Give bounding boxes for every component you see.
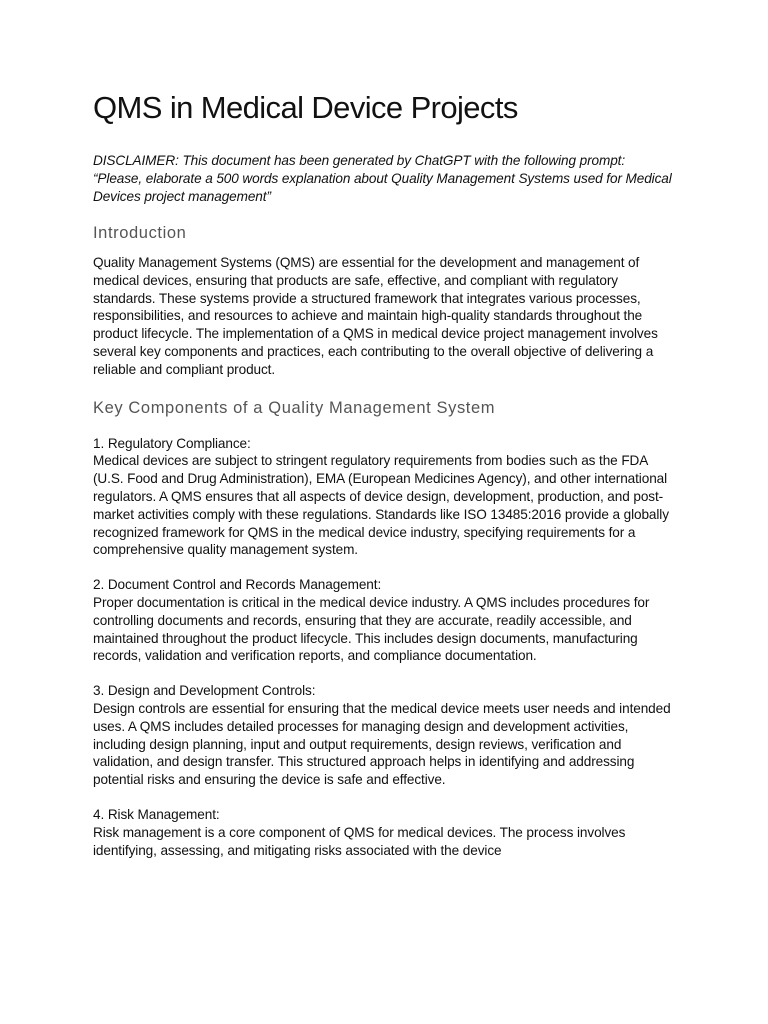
section-body: Design controls are essential for ensuring that the medical device meets user needs and intended uses. A QMS includes detailed processes for managing design and development activities, including design planning, input and output requirements, design reviews, verification and validation, and design transfer. This structured approach helps in identifying and addressing potential risks and ensuring the device is safe and effective. <box>93 700 671 788</box>
section-heading: 4. Risk Management: <box>93 806 220 822</box>
section-risk-management <box>93 806 673 859</box>
disclaimer-text: DISCLAIMER: This document has been generated by ChatGPT with the following prompt: “Please, elaborate a 500 words explanation about Quality Management Systems used for Medical Devices project management” <box>93 153 672 204</box>
section-heading: 2. Document Control and Records Management: <box>93 577 382 593</box>
section-document-control <box>93 576 673 665</box>
section-body: Risk management is a core component of QMS for medical devices. The process involves identifying, assessing, and mitigating risks associated with the device <box>93 824 626 858</box>
page-title: QMS in Medical Device Projects <box>93 90 518 125</box>
section-heading: 1. Regulatory Compliance: <box>93 435 251 451</box>
section-design-controls <box>93 682 673 789</box>
section-body: Proper documentation is critical in the medical device industry. A QMS includes procedures for controlling documents and records, ensuring that they are accurate, readily accessible, and maintained throughout the product lifecycle. This includes design documents, manufacturing records, validation and verification reports, and compliance documentation. <box>93 594 650 664</box>
key-components-heading: Key Components of a Quality Management System <box>93 398 496 417</box>
section-body: Medical devices are subject to stringent regulatory requirements from bodies such as the FDA (U.S. Food and Drug Administration), EMA (European Medicines Agency), and other international regulators. A QMS ensures that all aspects of device design, development, production, and post-market activities comply with these regulations. Standards like ISO 13485:2016 provide a globally recognized framework for QMS in the medical device industry, specifying requirements for a comprehensive quality management system. <box>93 453 669 558</box>
section-heading: 3. Design and Development Controls: <box>93 683 316 699</box>
section-regulatory-compliance <box>93 435 673 560</box>
document-page <box>93 88 673 876</box>
introduction-paragraph: Quality Management Systems (QMS) are essential for the development and management of medical devices, ensuring that products are safe, effective, and compliant with regulatory standards. These systems provide a structured framework that integrates various processes, responsibilities, and resources to achieve and maintain high-quality standards throughout the product lifecycle. The implementation of a QMS in medical device project management involves several key components and practices, each contributing to the overall objective of delivering a reliable and compliant product. <box>93 255 658 377</box>
introduction-heading: Introduction <box>93 224 187 242</box>
